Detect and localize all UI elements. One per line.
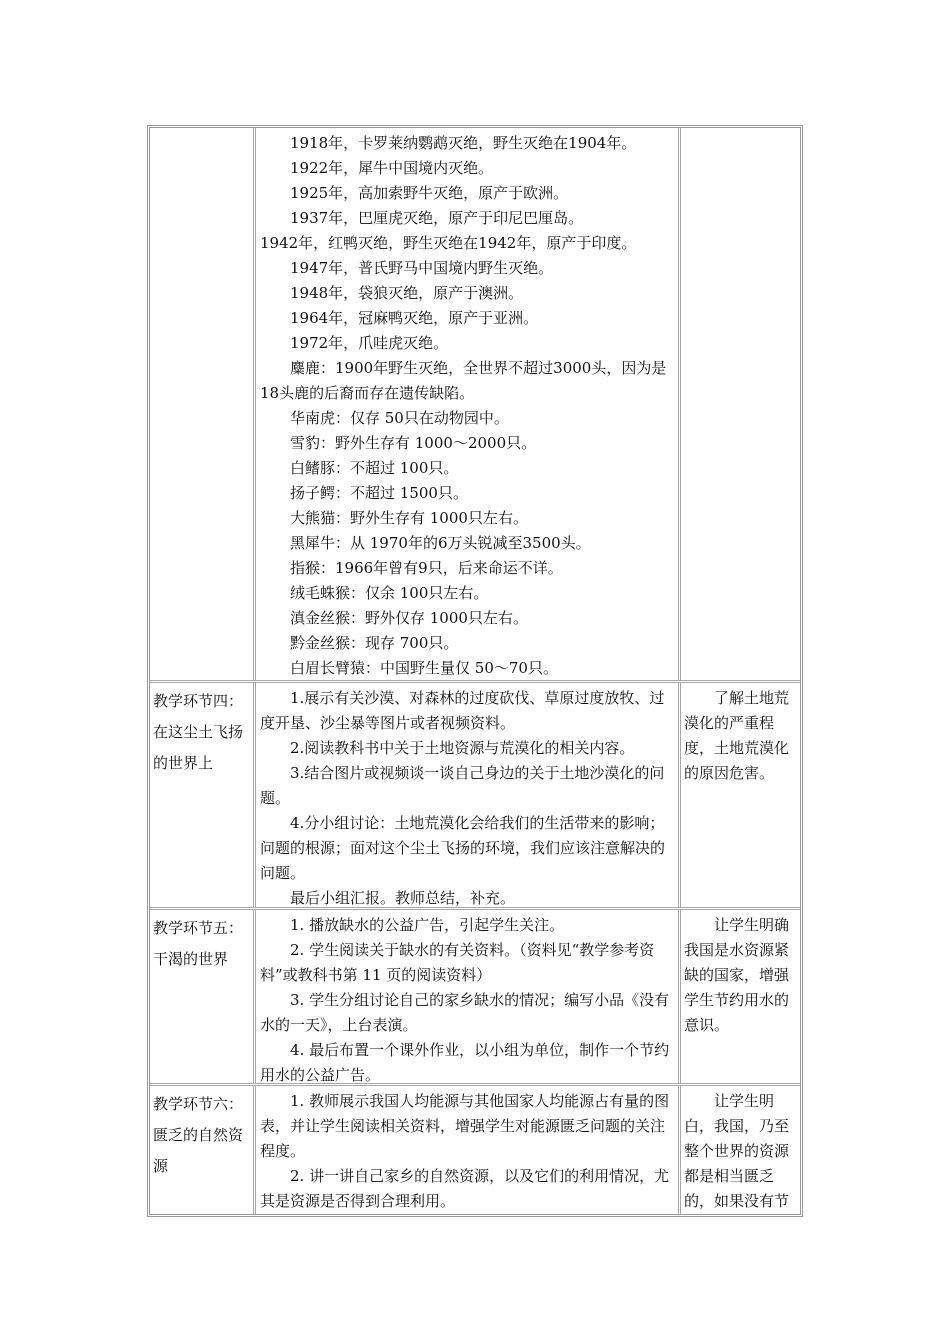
stage-label: 教学环节六： xyxy=(153,1095,244,1113)
list-item: 1948年，袋狼灭绝，原产于澳洲。 xyxy=(290,284,524,302)
list-item: 1972年，爪哇虎灭绝。 xyxy=(290,334,449,352)
activity-step: 最后小组汇报。教师总结，补充。 xyxy=(290,889,516,907)
table-row xyxy=(150,910,800,1086)
activity-cell xyxy=(256,128,681,680)
lesson-plan-table xyxy=(147,125,803,1217)
list-item: 白眉长臂猿：中国野生量仅 50～70只。 xyxy=(290,659,558,677)
list-item: 华南虎：仅存 50只在动物园中。 xyxy=(290,409,509,427)
list-item: 扬子鳄：不超过 1500只。 xyxy=(290,484,468,502)
activity-cell xyxy=(256,1086,681,1214)
table-row xyxy=(150,683,800,910)
stage-label: 源 xyxy=(153,1157,169,1175)
stage-label: 教学环节四： xyxy=(153,692,244,710)
goal-cell xyxy=(681,1086,800,1214)
goal-text: 让学生明确我国是水资源紧缺的国家，增强学生节约用水的意识。 xyxy=(684,916,790,1034)
list-item: 1937年，巴厘虎灭绝，原产于印尼巴厘岛。 xyxy=(290,209,584,227)
list-item: 1964年，冠麻鸭灭绝，原产于亚洲。 xyxy=(290,309,539,327)
stage-label: 教学环节五： xyxy=(153,919,244,937)
list-item: 1918年，卡罗莱纳鹦鹉灭绝，野生灭绝在1904年。 xyxy=(290,134,637,152)
stage-cell xyxy=(150,910,256,1083)
stage-cell xyxy=(150,1086,256,1214)
activity-step: 3. 学生分组讨论自己的家乡缺水的情况；编写小品《没有水的一天》，上台表演。 xyxy=(260,991,670,1034)
goal-cell xyxy=(681,910,800,1083)
list-item: 1922年，犀牛中国境内灭绝。 xyxy=(290,159,494,177)
list-item: 白鳍豚：不超过 100只。 xyxy=(290,459,459,477)
activity-step: 4. 最后布置一个课外作业，以小组为单位，制作一个节约用水的公益广告。 xyxy=(260,1041,670,1084)
goal-text: 了解土地荒漠化的严重程度，土地荒漠化的原因危害。 xyxy=(684,689,790,782)
activity-step: 1. 教师展示我国人均能源与其他国家人均能源占有量的图表，并让学生阅读相关资料，增强学生对能源匮乏问题的关注程度。 xyxy=(260,1092,670,1160)
activity-step: 1. 播放缺水的公益广告，引起学生关注。 xyxy=(290,916,565,934)
list-item: 黑犀牛：从 1970年的6万头锐减至3500头。 xyxy=(290,534,591,552)
stage-cell xyxy=(150,683,256,907)
stage-label: 在这尘土飞扬 xyxy=(153,723,244,741)
activity-step: 1.展示有关沙漠、对森林的过度砍伐、草原过度放牧、过度开垦、沙尘暴等图片或者视频资料。 xyxy=(260,689,665,732)
list-item: 雪豹：野外生存有 1000～2000只。 xyxy=(290,434,537,452)
list-item: 滇金丝猴：野外仅存 1000只左右。 xyxy=(290,609,528,627)
goal-cell xyxy=(681,683,800,907)
list-item: 1942年，红鸭灭绝，野生灭绝在1942年，原产于印度。 xyxy=(260,234,637,252)
stage-label: 的世界上 xyxy=(153,754,214,772)
activity-step: 2.阅读教科书中关于土地资源与荒漠化的相关内容。 xyxy=(290,739,635,757)
stage-label: 匮乏的自然资 xyxy=(153,1126,244,1144)
goal-text: 让学生明白，我国，乃至整个世界的资源都是相当匮乏的，如果没有节 xyxy=(684,1092,790,1210)
activity-step: 3.结合图片或视频谈一谈自己身边的关于土地沙漠化的问题。 xyxy=(260,764,665,807)
list-item: 指猴：1966年曾有9只，后来命运不详。 xyxy=(290,559,563,577)
list-item: 1925年，高加索野牛灭绝，原产于欧洲。 xyxy=(290,184,569,202)
table-row xyxy=(150,1086,800,1214)
list-item: 黔金丝猴：现存 700只。 xyxy=(290,634,459,652)
table-row xyxy=(150,128,800,683)
activity-cell xyxy=(256,910,681,1083)
list-item: 绒毛蛛猴：仅余 100只左右。 xyxy=(290,584,489,602)
activity-step: 2. 讲一讲自己家乡的自然资源，以及它们的利用情况，尤其是资源是否得到合理利用。 xyxy=(260,1167,670,1210)
activity-cell xyxy=(256,683,681,907)
list-item: 大熊猫：野外生存有 1000只左右。 xyxy=(290,509,528,527)
list-item: 麋鹿：1900年野生灭绝，全世界不超过3000头，因为是18头鹿的后裔而存在遗传缺陷。 xyxy=(260,359,667,402)
list-item: 1947年，普氏野马中国境内野生灭绝。 xyxy=(290,259,554,277)
stage-cell xyxy=(150,128,256,680)
activity-step: 4.分小组讨论：土地荒漠化会给我们的生活带来的影响；问题的根源；面对这个尘土飞扬的环境，我们应该注意解决的问题。 xyxy=(260,814,666,882)
stage-label: 干渴的世界 xyxy=(153,950,229,968)
goal-cell xyxy=(681,128,800,680)
activity-step: 2. 学生阅读关于缺水的有关资料。（资料见“教学参考资料”或教科书第 11 页的阅读资料） xyxy=(260,941,655,984)
